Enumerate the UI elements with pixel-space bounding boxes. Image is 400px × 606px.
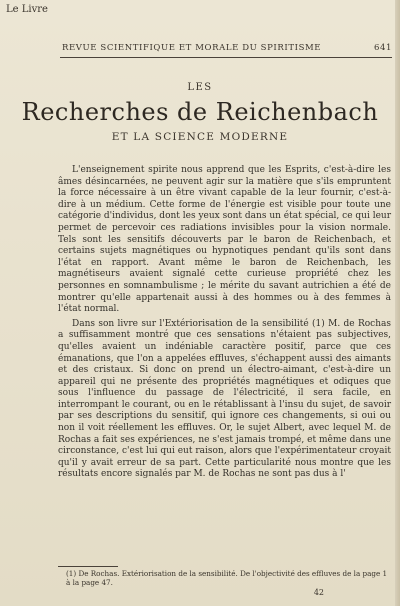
article-body — [58, 165, 391, 481]
title-pre: LES — [187, 82, 213, 93]
footnote: (1) De Rochas. Extériorisation de la sensibilité. De l'objectivité des effluves de la page 1 à la page 47. — [66, 569, 388, 587]
watermark: Le Livre — [6, 4, 48, 15]
page-edge — [395, 0, 400, 606]
paragraph-2: Dans son livre sur l'Extériorisation de la sensibilité (1) M. de Rochas a suffisamment montré que ces sensations n'étaient pas subjectives, qu'elles avaient un indéniable caractère positif, parce que ces émanations, que l'on a appelées effluves, s'échappent aussi des aimants et des cristaux. Si donc on prend un électro-aimant, c'est-à-dire un appareil qui ne présente des propriétés magnétiques et odiques que sous l'influence du passage de l'électricité, il sera facile, en interrompant le courant, ou en le rétablissant à l'insu du sujet, de savoir par ses descriptions du sensitif, qui ignore ces changements, si oui ou non il voit réellement les effluves. Or, le sujet Albert, avec lequel M. de Rochas a fait ses expériences, ne s'est jamais trompé, et même dans une circonstance, c'est lui qui eut raison, alors que l'expérimentateur croyait qu'il y avait erreur de sa part. Cette particularité nous montre que les résultats encore signalés par M. de Rochas ne sont pas dus à l' — [58, 318, 391, 480]
signature-mark: 42 — [313, 588, 324, 597]
paragraph-1: L'enseignement spirite nous apprend que les Esprits, c'est-à-dire les âmes désincarnées, ne peuvent agir sur la matière que s'ils empruntent la force nécessaire à un être vivant capable de la leur fournir, c'est-à-dire à un médium. Cette forme de l'énergie est visible pour toute une catégorie d'individus, dont les yeux sont dans un état spécial, ce qui leur permet de percevoir ces radiations invisibles pour la vision normale. Tels sont les sensitifs découverts par le baron de Reichenbach, et certains sujets magnétiques ou hypnotiques pendant qu'ils sont dans l'état en rapport. Avant même le baron de Reichenbach, les magnétiseurs avaient signalé cette curieuse propriété chez les personnes en somnambulisme ; le mérite du savant autrichien a été de montrer qu'elle appartenait aussi à des hommes ou à des femmes à l'état normal. — [58, 165, 391, 315]
article-subtitle: ET LA SCIENCE MODERNE — [111, 131, 289, 143]
article-title: Recherches de Reichenbach — [21, 98, 379, 126]
running-title: REVUE SCIENTIFIQUE ET MORALE DU SPIRITISME — [62, 43, 322, 53]
header-rule — [60, 57, 392, 58]
footnote-rule — [58, 566, 118, 567]
page-number: 641 — [373, 43, 392, 53]
